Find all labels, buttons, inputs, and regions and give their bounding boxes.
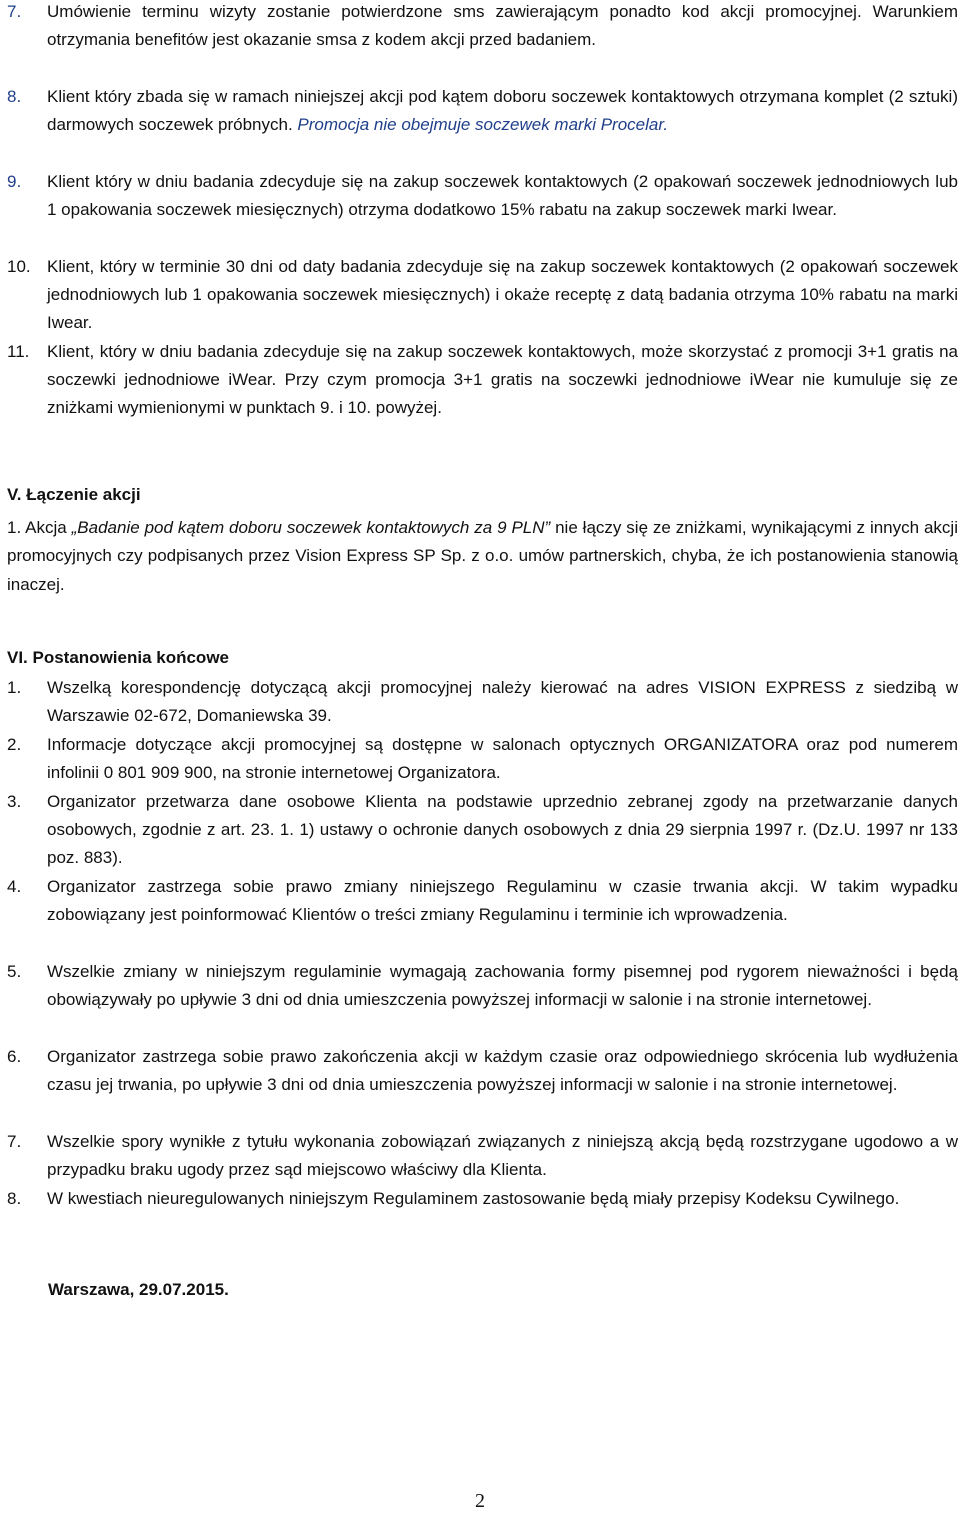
campaign-name: „Badanie pod kątem doboru soczewek kontaktowych za 9 PLN” <box>71 518 551 537</box>
item-number: 8. <box>7 1189 22 1208</box>
list-item <box>7 83 958 139</box>
list-item <box>7 674 958 730</box>
item-number: 6. <box>7 1047 22 1066</box>
list-item <box>7 253 958 338</box>
list-item <box>7 1185 958 1213</box>
section-heading: VI. Postanowienia końcowe <box>7 648 229 667</box>
list-item <box>7 958 958 1014</box>
item-number: 1. <box>7 678 22 697</box>
item-number: 1. <box>7 518 22 537</box>
list-item <box>7 731 958 787</box>
section-paragraph <box>7 514 958 599</box>
item-text: Organizator zastrzega sobie prawo zmiany niniejszego Regulaminu w czasie trwania akcji. W takim wypadku zobowiązany jest poinformować Klientów o treści zmiany Regulaminu i terminie ich wprowadzenia. <box>47 877 958 925</box>
list-item <box>7 788 958 873</box>
item-number: 7. <box>7 2 22 21</box>
item-number: 4. <box>7 877 22 896</box>
item-text: Klient który zbada się w ramach niniejszej akcji pod kątem doboru soczewek kontaktowych otrzymana komplet (2 sztuki) darmowych soczewek próbnych. <box>47 87 958 135</box>
paragraph-text-post: nie łączy się ze zniżkami, wynikającymi z innych akcji promocyjnych czy podpisanych przez Vision Express SP Sp. z o.o. umów partnerskich, chyba, że ich postanowienia stanowią inaczej. <box>7 518 958 594</box>
list-item <box>7 168 958 224</box>
item-number: 7. <box>7 1132 22 1151</box>
item-number: 10. <box>7 257 31 276</box>
item-text: W kwestiach nieuregulowanych niniejszym Regulaminem zastosowanie będą miały przepisy Kodeksu Cywilnego. <box>47 1189 900 1208</box>
item-number: 2. <box>7 735 22 754</box>
list-item <box>7 873 958 929</box>
item-number: 8. <box>7 87 22 106</box>
item-text: Wszelkie spory wynikłe z tytułu wykonania zobowiązań związanych z niniejszą akcją będą rozstrzygane ugodowo a w przypadku braku ugody przez sąd miejscowo właściwy dla Klienta. <box>47 1132 958 1180</box>
list-item <box>7 1043 958 1099</box>
item-text: Organizator zastrzega sobie prawo zakończenia akcji w każdym czasie oraz odpowiedniego skrócenia lub wydłużenia czasu jej trwania, po upływie 3 dni od dnia umieszczenia powyższej informacji w salonie i na stronie internetowej. <box>47 1047 958 1095</box>
item-italic-note: Promocja nie obejmuje soczewek marki Procelar. <box>297 115 669 135</box>
item-number: 5. <box>7 962 22 981</box>
section-heading: V. Łączenie akcji <box>7 485 141 504</box>
item-text: Informacje dotyczące akcji promocyjnej są dostępne w salonach optycznych ORGANIZATORA oraz pod numerem infolinii 0 801 909 900, na stronie internetowej Organizatora. <box>47 735 958 783</box>
item-number: 11. <box>7 342 30 361</box>
item-text: Klient, który w terminie 30 dni od daty badania zdecyduje się na zakup soczewek kontaktowych (2 opakowań soczewek jednodniowych lub 1 opakowania soczewek miesięcznych) i okaże receptę z datą badania otrzyma 10% rabatu na marki Iwear. <box>47 257 958 333</box>
item-text: Wszelkie zmiany w niniejszym regulaminie wymagają zachowania formy pisemnej pod rygorem nieważności i będą obowiązywały po upływie 3 dni od dnia umieszczenia powyższej informacji w salonie i na stronie internetowej. <box>47 962 958 1010</box>
place-date: Warszawa, 29.07.2015. <box>48 1280 229 1299</box>
list-item <box>7 0 958 54</box>
item-text: Klient który w dniu badania zdecyduje się na zakup soczewek kontaktowych (2 opakowań soczewek jednodniowych lub 1 opakowania soczewek miesięcznych) otrzyma dodatkowo 15% rabatu na zakup soczewek marki Iwear. <box>47 172 958 220</box>
item-text: Wszelką korespondencję dotyczącą akcji promocyjnej należy kierować na adres VISION EXPRESS z siedzibą w Warszawie 02-672, Domaniewska 39. <box>47 678 958 726</box>
item-text: Umówienie terminu wizyty zostanie potwierdzone sms zawierającym ponadto kod akcji promocyjnej. Warunkiem otrzymania benefitów jest okazanie smsa z kodem akcji przed badaniem. <box>47 2 958 50</box>
page-number: 2 <box>475 1490 485 1512</box>
item-text: Organizator przetwarza dane osobowe Klienta na podstawie uprzednio zebranej zgody na przetwarzanie danych osobowych, zgodnie z art. 23. 1. 1) ustawy o ochronie danych osobowych z dnia 29 sierpnia 1997 r. (Dz.U. 1997 nr 133 poz. 883). <box>47 792 958 868</box>
paragraph-text-pre: Akcja <box>25 518 72 537</box>
list-item <box>7 1128 958 1184</box>
item-number: 3. <box>7 792 22 811</box>
item-text: Klient, który w dniu badania zdecyduje się na zakup soczewek kontaktowych, może skorzystać z promocji 3+1 gratis na soczewki jednodniowe iWear. Przy czym promocja 3+1 gratis na soczewki jednodniowe iWear nie kumuluje się ze zniżkami wymienionymi w punktach 9. i 10. powyżej. <box>47 342 958 418</box>
list-item <box>7 338 958 423</box>
item-number: 9. <box>7 172 22 191</box>
